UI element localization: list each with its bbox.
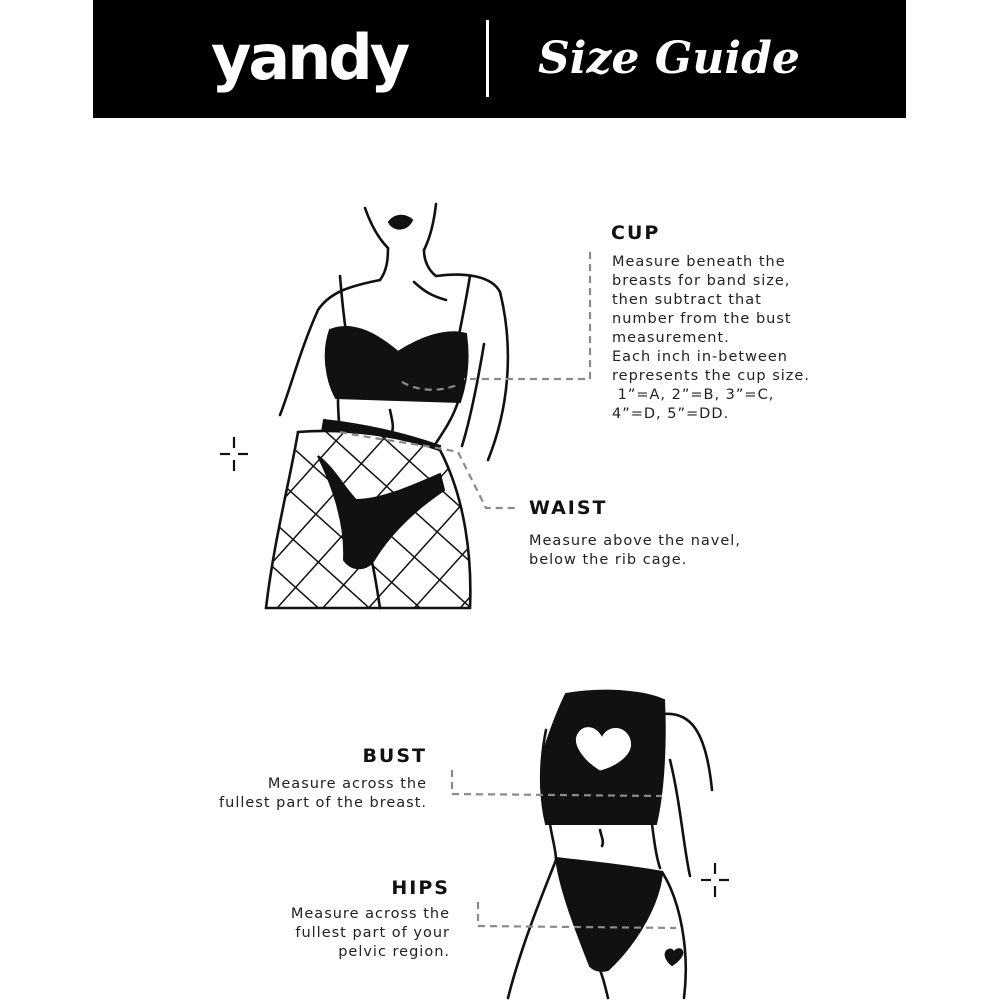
bust-heading: BUST: [362, 745, 427, 767]
heart-tattoo-icon: [666, 949, 683, 965]
crosshair-icon: [701, 863, 729, 897]
page-title: Size Guide: [538, 33, 800, 84]
hips-instructions: Measure across the fullest part of your pelvic region.: [290, 906, 450, 960]
bust-instructions: Measure across the fullest part of the breast.: [219, 776, 427, 811]
figure-cup-waist: [220, 204, 508, 608]
crosshair-icon: [220, 437, 248, 471]
lips-icon: [389, 216, 412, 229]
figure-bust-hips: [508, 691, 729, 998]
cup-leader-line: [464, 252, 590, 379]
cup-heading: CUP: [611, 222, 661, 244]
cup-instructions: Measure beneath the breasts for band size, then subtract that number from the bust measurement. Each inch in-between represents the cup size. 1”=A, 2”=B, 3”=C, 4”=D, 5”=DD.: [612, 254, 810, 422]
yandy-logo[interactable]: yandy: [211, 21, 408, 94]
waist-instructions: Measure above the navel, below the rib cage.: [529, 533, 741, 568]
hips-heading: HIPS: [391, 877, 450, 899]
waist-heading: WAIST: [529, 497, 608, 519]
